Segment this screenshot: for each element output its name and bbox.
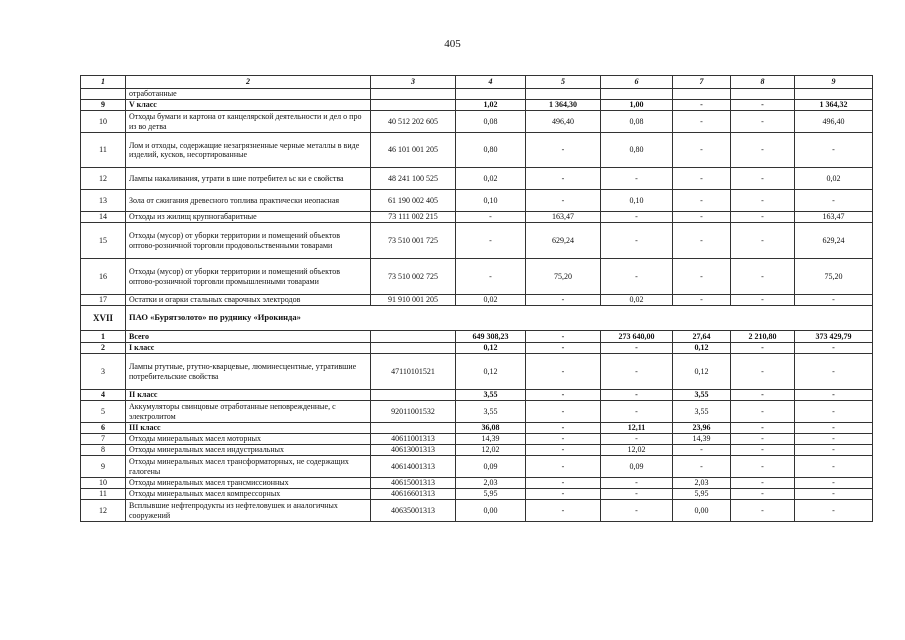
- col-6-value: [601, 89, 673, 100]
- table-row: [81, 190, 873, 212]
- col-9-value: -: [795, 190, 873, 212]
- col-7-value: -: [673, 168, 731, 190]
- col-7-value: 5,95: [673, 489, 731, 500]
- col-8-value: -: [731, 434, 795, 445]
- row-number: 12: [81, 500, 126, 522]
- col-4-value: 0,10: [456, 190, 526, 212]
- row-number: 12: [81, 168, 126, 190]
- col-4-value: 3,55: [456, 401, 526, 423]
- col-4-value: 36,08: [456, 423, 526, 434]
- waste-code: 40616601313: [371, 489, 456, 500]
- table-header-row: [81, 76, 873, 89]
- col-9-value: 496,40: [795, 111, 873, 133]
- col-9-value: 0,02: [795, 168, 873, 190]
- col-8-value: -: [731, 489, 795, 500]
- table-row: [81, 223, 873, 259]
- waste-name: Отходы минеральных масел моторных: [126, 434, 371, 445]
- col-4-value: [456, 89, 526, 100]
- table-row: [81, 295, 873, 306]
- row-number: 10: [81, 478, 126, 489]
- waste-code: 40635001313: [371, 500, 456, 522]
- col-8-value: -: [731, 295, 795, 306]
- waste-code: 40614001313: [371, 456, 456, 478]
- waste-name: II класс: [126, 390, 371, 401]
- row-number: 11: [81, 133, 126, 168]
- col-6-value: -: [601, 390, 673, 401]
- col-9-value: -: [795, 500, 873, 522]
- header-cell: 1: [81, 76, 126, 89]
- waste-name: Отходы из жилищ крупногабаритные: [126, 212, 371, 223]
- col-4-value: 0,12: [456, 354, 526, 390]
- col-6-value: -: [601, 212, 673, 223]
- waste-code: [371, 423, 456, 434]
- table-row: [81, 456, 873, 478]
- col-5-value: -: [526, 190, 601, 212]
- waste-name: Лампы накаливания, утрати в шие потребител ьс ки е свойства: [126, 168, 371, 190]
- col-8-value: -: [731, 100, 795, 111]
- col-5-value: 629,24: [526, 223, 601, 259]
- table-row: [81, 100, 873, 111]
- col-9-value: -: [795, 445, 873, 456]
- waste-name: Лампы ртутные, ртутно-кварцевые, люминесцентные, утратившие потребительские свойства: [126, 354, 371, 390]
- col-7-value: -: [673, 190, 731, 212]
- header-cell: 4: [456, 76, 526, 89]
- col-9-value: 163,47: [795, 212, 873, 223]
- waste-code: 91 910 001 205: [371, 295, 456, 306]
- table-row: [81, 445, 873, 456]
- col-6-value: -: [601, 500, 673, 522]
- col-5-value: -: [526, 133, 601, 168]
- table-row: [81, 331, 873, 343]
- col-4-value: 14,39: [456, 434, 526, 445]
- col-9-value: -: [795, 478, 873, 489]
- header-cell: 5: [526, 76, 601, 89]
- row-number: 4: [81, 390, 126, 401]
- col-8-value: -: [731, 401, 795, 423]
- col-5-value: 1 364,30: [526, 100, 601, 111]
- page-number: 405: [444, 38, 461, 50]
- col-4-value: -: [456, 212, 526, 223]
- col-6-value: -: [601, 401, 673, 423]
- header-cell: 9: [795, 76, 873, 89]
- header-cell: 6: [601, 76, 673, 89]
- col-4-value: 3,55: [456, 390, 526, 401]
- col-6-value: -: [601, 434, 673, 445]
- col-7-value: -: [673, 100, 731, 111]
- col-4-value: 649 308,23: [456, 331, 526, 343]
- col-5-value: 75,20: [526, 259, 601, 295]
- col-8-value: -: [731, 478, 795, 489]
- table-row: [81, 423, 873, 434]
- waste-code: 46 101 001 205: [371, 133, 456, 168]
- col-7-value: 2,03: [673, 478, 731, 489]
- col-8-value: -: [731, 500, 795, 522]
- col-4-value: 0,12: [456, 343, 526, 354]
- section-row: [81, 306, 873, 331]
- col-8-value: -: [731, 133, 795, 168]
- col-5-value: -: [526, 478, 601, 489]
- col-7-value: 0,00: [673, 500, 731, 522]
- col-8-value: -: [731, 354, 795, 390]
- row-number: 9: [81, 456, 126, 478]
- col-8-value: -: [731, 390, 795, 401]
- col-5-value: -: [526, 343, 601, 354]
- col-9-value: -: [795, 133, 873, 168]
- waste-code: [371, 331, 456, 343]
- col-6-value: -: [601, 343, 673, 354]
- col-7-value: 3,55: [673, 401, 731, 423]
- col-5-value: -: [526, 423, 601, 434]
- col-9-value: -: [795, 489, 873, 500]
- waste-code: 48 241 100 525: [371, 168, 456, 190]
- section-title: ПАО «Бурятзолото» по руднику «Ирокинда»: [126, 306, 873, 331]
- col-4-value: 0,09: [456, 456, 526, 478]
- col-7-value: -: [673, 456, 731, 478]
- col-6-value: 0,10: [601, 190, 673, 212]
- waste-code: 61 190 002 405: [371, 190, 456, 212]
- col-4-value: 12,02: [456, 445, 526, 456]
- waste-name: Всего: [126, 331, 371, 343]
- col-7-value: 3,55: [673, 390, 731, 401]
- col-6-value: 0,02: [601, 295, 673, 306]
- col-5-value: -: [526, 168, 601, 190]
- col-9-value: -: [795, 343, 873, 354]
- table-row: [81, 434, 873, 445]
- waste-code: [371, 100, 456, 111]
- col-7-value: -: [673, 295, 731, 306]
- col-8-value: -: [731, 190, 795, 212]
- col-9-value: 75,20: [795, 259, 873, 295]
- row-number: 17: [81, 295, 126, 306]
- waste-code: 73 510 002 725: [371, 259, 456, 295]
- waste-name: Зола от сжигания древесного топлива практически неопасная: [126, 190, 371, 212]
- waste-code: [371, 89, 456, 100]
- col-7-value: [673, 89, 731, 100]
- col-8-value: -: [731, 343, 795, 354]
- col-7-value: 14,39: [673, 434, 731, 445]
- col-7-value: -: [673, 111, 731, 133]
- waste-name: Всплывшие нефтепродукты из нефтеловушек и аналогичных сооружений: [126, 500, 371, 522]
- waste-name: Отходы бумаги и картона от канцелярской деятельности и дел о про из во детва: [126, 111, 371, 133]
- waste-name: отработанные: [126, 89, 371, 100]
- col-7-value: -: [673, 133, 731, 168]
- col-5-value: 163,47: [526, 212, 601, 223]
- row-number: 1: [81, 331, 126, 343]
- col-8-value: -: [731, 445, 795, 456]
- col-4-value: -: [456, 223, 526, 259]
- col-6-value: -: [601, 168, 673, 190]
- waste-name: Отходы минеральных масел компрессорных: [126, 489, 371, 500]
- waste-name: Аккумуляторы свинцовые отработанные неповрежденные, с электролитом: [126, 401, 371, 423]
- table-row: [81, 401, 873, 423]
- col-7-value: 0,12: [673, 343, 731, 354]
- table-row: [81, 212, 873, 223]
- col-7-value: 27,64: [673, 331, 731, 343]
- col-4-value: 0,00: [456, 500, 526, 522]
- waste-name: Лом и отходы, содержащие незагрязненные черные металлы в виде изделий, кусков, несортированные: [126, 133, 371, 168]
- row-number: 8: [81, 445, 126, 456]
- col-8-value: 2 210,80: [731, 331, 795, 343]
- waste-name: Отходы минеральных масел индустриальных: [126, 445, 371, 456]
- col-7-value: -: [673, 223, 731, 259]
- col-8-value: -: [731, 423, 795, 434]
- col-7-value: -: [673, 259, 731, 295]
- col-6-value: -: [601, 259, 673, 295]
- col-7-value: -: [673, 212, 731, 223]
- row-number: 14: [81, 212, 126, 223]
- row-number: 10: [81, 111, 126, 133]
- col-4-value: 2,03: [456, 478, 526, 489]
- col-5-value: -: [526, 295, 601, 306]
- col-4-value: 0,08: [456, 111, 526, 133]
- row-number: 5: [81, 401, 126, 423]
- waste-name: Отходы минеральных масел трансформаторных, не содержащих галогены: [126, 456, 371, 478]
- section-number: XVII: [81, 306, 126, 331]
- waste-table: [80, 75, 873, 522]
- waste-code: 40611001313: [371, 434, 456, 445]
- waste-code: 47110101521: [371, 354, 456, 390]
- col-6-value: -: [601, 223, 673, 259]
- col-6-value: 12,11: [601, 423, 673, 434]
- col-5-value: -: [526, 456, 601, 478]
- col-8-value: -: [731, 111, 795, 133]
- waste-name: III класс: [126, 423, 371, 434]
- col-5-value: -: [526, 500, 601, 522]
- col-6-value: 273 640,00: [601, 331, 673, 343]
- col-7-value: -: [673, 445, 731, 456]
- col-9-value: 629,24: [795, 223, 873, 259]
- waste-code: 40 512 202 605: [371, 111, 456, 133]
- col-6-value: 0,08: [601, 111, 673, 133]
- col-8-value: -: [731, 212, 795, 223]
- col-5-value: -: [526, 390, 601, 401]
- table-row: [81, 354, 873, 390]
- table-row: [81, 168, 873, 190]
- waste-code: [371, 390, 456, 401]
- col-5-value: -: [526, 445, 601, 456]
- header-cell: 7: [673, 76, 731, 89]
- waste-name: Остатки и огарки стальных сварочных электродов: [126, 295, 371, 306]
- row-number: 7: [81, 434, 126, 445]
- col-9-value: -: [795, 354, 873, 390]
- waste-code: 92011001532: [371, 401, 456, 423]
- row-number: 15: [81, 223, 126, 259]
- col-9-value: -: [795, 434, 873, 445]
- col-9-value: [795, 89, 873, 100]
- row-number: 13: [81, 190, 126, 212]
- col-5-value: -: [526, 354, 601, 390]
- waste-name: Отходы минеральных масел трансмиссионных: [126, 478, 371, 489]
- col-4-value: 1,02: [456, 100, 526, 111]
- col-6-value: 0,09: [601, 456, 673, 478]
- col-4-value: -: [456, 259, 526, 295]
- waste-name: Отходы (мусор) от уборки территории и помещений объектов оптово-розничной торговли продовольственными товарами: [126, 223, 371, 259]
- row-number: 16: [81, 259, 126, 295]
- col-9-value: -: [795, 456, 873, 478]
- col-8-value: [731, 89, 795, 100]
- col-5-value: -: [526, 331, 601, 343]
- col-6-value: 1,00: [601, 100, 673, 111]
- col-5-value: [526, 89, 601, 100]
- col-9-value: 373 429,79: [795, 331, 873, 343]
- col-6-value: -: [601, 489, 673, 500]
- table-row: [81, 111, 873, 133]
- col-9-value: -: [795, 295, 873, 306]
- col-6-value: -: [601, 478, 673, 489]
- header-cell: 8: [731, 76, 795, 89]
- col-8-value: -: [731, 456, 795, 478]
- row-number: 9: [81, 100, 126, 111]
- col-7-value: 23,96: [673, 423, 731, 434]
- table-row: [81, 133, 873, 168]
- col-6-value: 0,80: [601, 133, 673, 168]
- waste-code: 40615001313: [371, 478, 456, 489]
- row-number: 2: [81, 343, 126, 354]
- col-5-value: -: [526, 434, 601, 445]
- header-cell: 3: [371, 76, 456, 89]
- col-5-value: -: [526, 401, 601, 423]
- waste-code: 73 111 002 215: [371, 212, 456, 223]
- col-4-value: 0,80: [456, 133, 526, 168]
- col-9-value: -: [795, 390, 873, 401]
- row-number: 3: [81, 354, 126, 390]
- col-8-value: -: [731, 259, 795, 295]
- table-row: [81, 89, 873, 100]
- waste-code: 73 510 001 725: [371, 223, 456, 259]
- col-8-value: -: [731, 223, 795, 259]
- table-row: [81, 478, 873, 489]
- header-cell: 2: [126, 76, 371, 89]
- waste-name: I класс: [126, 343, 371, 354]
- waste-code: [371, 343, 456, 354]
- col-7-value: 0,12: [673, 354, 731, 390]
- table-row: [81, 343, 873, 354]
- col-9-value: -: [795, 423, 873, 434]
- col-8-value: -: [731, 168, 795, 190]
- waste-code: 40613001313: [371, 445, 456, 456]
- col-4-value: 5,95: [456, 489, 526, 500]
- col-6-value: -: [601, 354, 673, 390]
- row-number: 11: [81, 489, 126, 500]
- waste-name: V класс: [126, 100, 371, 111]
- table-row: [81, 489, 873, 500]
- col-5-value: -: [526, 489, 601, 500]
- col-4-value: 0,02: [456, 295, 526, 306]
- waste-name: Отходы (мусор) от уборки территории и помещений объектов оптово-розничной торговли промышленными товарами: [126, 259, 371, 295]
- col-4-value: 0,02: [456, 168, 526, 190]
- table-row: [81, 390, 873, 401]
- col-9-value: -: [795, 401, 873, 423]
- row-number: [81, 89, 126, 100]
- table-row: [81, 500, 873, 522]
- col-5-value: 496,40: [526, 111, 601, 133]
- row-number: 6: [81, 423, 126, 434]
- table-row: [81, 259, 873, 295]
- table-body: [81, 76, 873, 522]
- col-6-value: 12,02: [601, 445, 673, 456]
- col-9-value: 1 364,32: [795, 100, 873, 111]
